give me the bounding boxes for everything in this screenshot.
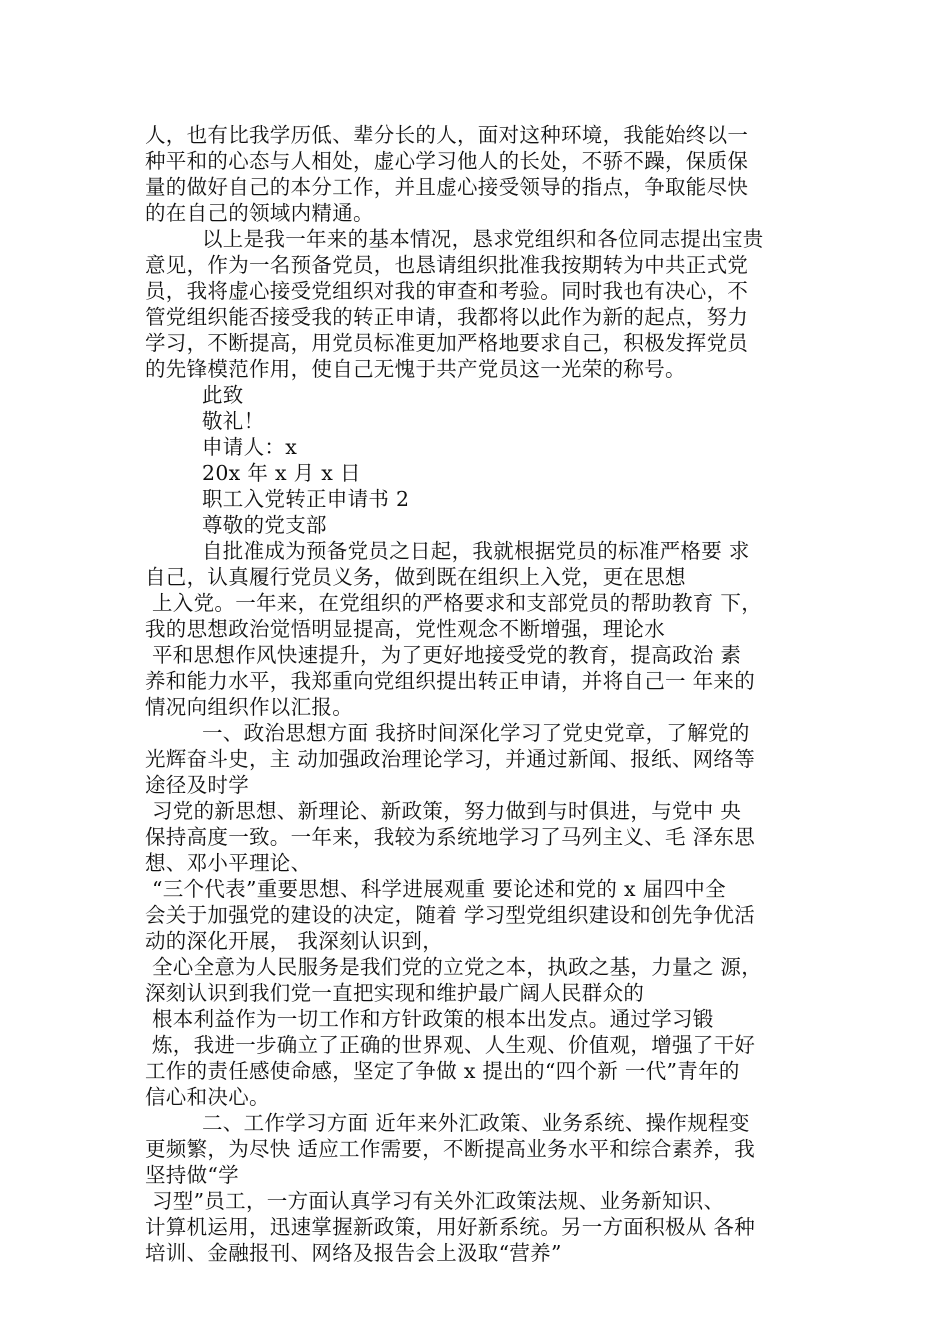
text-line: 更频繁，为尽快 适应工作需要，不断提高业务水平和综合素养，我 (145, 1137, 756, 1161)
text-line: 以上是我一年来的基本情况，恳求党组织和各位同志提出宝贵 (202, 227, 764, 251)
text-line: 信心和决心。 (145, 1085, 270, 1109)
text-line: 意见，作为一名预备党员，也恳请组织批准我按期转为中共正式党 (145, 253, 749, 277)
text-line: 自批准成为预备党员之日起，我就根据党员的标准严格要 求 (202, 539, 750, 563)
text-line: 的在自己的领域内精通。 (145, 201, 374, 225)
text-line: 培训、金融报刊、网络及报告会上汲取“营养” (145, 1241, 562, 1265)
text-line: 申请人：x (202, 435, 298, 459)
text-line: 自己，认真履行党员义务，做到既在组织上入党，更在思想 (145, 565, 686, 589)
text-line: 全心全意为人民服务是我们党的立党之本，执政之基，力量之 源， (152, 955, 763, 979)
text-line: 一、政治思想方面 我挤时间深化学习了党史党章，了解党的 (202, 721, 750, 745)
text-line: 光辉奋斗史，主 动加强政治理论学习，并通过新闻、报纸、网络等 (145, 747, 756, 771)
text-line: 习党的新思想、新理论、新政策，努力做到与时俱进，与党中 央 (152, 799, 742, 823)
text-line: 坚持做“学 (145, 1163, 239, 1187)
text-line: 习型”员工，一方面认真学习有关外汇政策法规、业务新知识、 (152, 1189, 725, 1213)
text-line: 此致 (202, 383, 244, 407)
text-line: 20x 年 x 月 x 日 (202, 461, 361, 485)
text-line: 途径及时学 (145, 773, 249, 797)
text-line: 的先锋模范作用，使自己无愧于共产党员这一光荣的称号。 (145, 357, 686, 381)
text-line: 情况向组织作以汇报。 (145, 695, 353, 719)
text-line: 想、邓小平理论、 (145, 851, 312, 875)
text-line: 会关于加强党的建设的决定，随着 学习型党组织建设和创先争优活 (145, 903, 756, 927)
text-line: 平和思想作风快速提升，为了更好地接受党的教育，提高政治 素 (152, 643, 742, 667)
text-line: 人，也有比我学历低、辈分长的人，面对这种环境，我能始终以一 (145, 123, 749, 147)
text-line: “三个代表”重要思想、科学进展观重 要论述和党的 x 届四中全 (152, 877, 726, 901)
text-line: 工作的责任感使命感，坚定了争做 x 提出的“四个新 一代”青年的 (145, 1059, 740, 1083)
text-line: 我的思想政治觉悟明显提高，党性观念不断增强，理论水 (145, 617, 665, 641)
text-line: 炼，我进一步确立了正确的世界观、人生观、价值观，增强了干好 (152, 1033, 756, 1057)
text-line: 深刻认识到我们党一直把实现和维护最广阔人民群众的 (145, 981, 645, 1005)
text-line: 量的做好自己的本分工作，并且虚心接受领导的指点，争取能尽快 (145, 175, 749, 199)
text-line: 种平和的心态与人相处，虚心学习他人的长处，不骄不躁，保质保 (145, 149, 749, 173)
text-line: 职工入党转正申请书 2 (202, 487, 410, 511)
text-line: 养和能力水平，我郑重向党组织提出转正申请，并将自己一 年来的 (145, 669, 756, 693)
text-line: 二、工作学习方面 近年来外汇政策、业务系统、操作规程变 (202, 1111, 750, 1135)
text-line: 员，我将虚心接受党组织对我的审查和考验。同时我也有决心，不 (145, 279, 749, 303)
text-line: 上入党。一年来，在党组织的严格要求和支部党员的帮助教育 下， (152, 591, 763, 615)
text-line: 保持高度一致。一年来，我较为系统地学习了马列主义、毛 泽东思 (145, 825, 756, 849)
text-line: 敬礼！ (202, 409, 265, 433)
text-line: 计算机运用，迅速掌握新政策，用好新系统。另一方面积极从 各种 (145, 1215, 756, 1239)
text-line: 尊敬的党支部 (202, 513, 327, 537)
text-line: 动的深化开展， 我深刻认识到， (145, 929, 444, 953)
text-line: 根本利益作为一切工作和方针政策的根本出发点。通过学习锻 (152, 1007, 714, 1031)
text-line: 管党组织能否接受我的转正申请，我都将以此作为新的起点，努力 (145, 305, 749, 329)
text-line: 学习，不断提高，用党员标准更加严格地要求自己，积极发挥党员 (145, 331, 749, 355)
